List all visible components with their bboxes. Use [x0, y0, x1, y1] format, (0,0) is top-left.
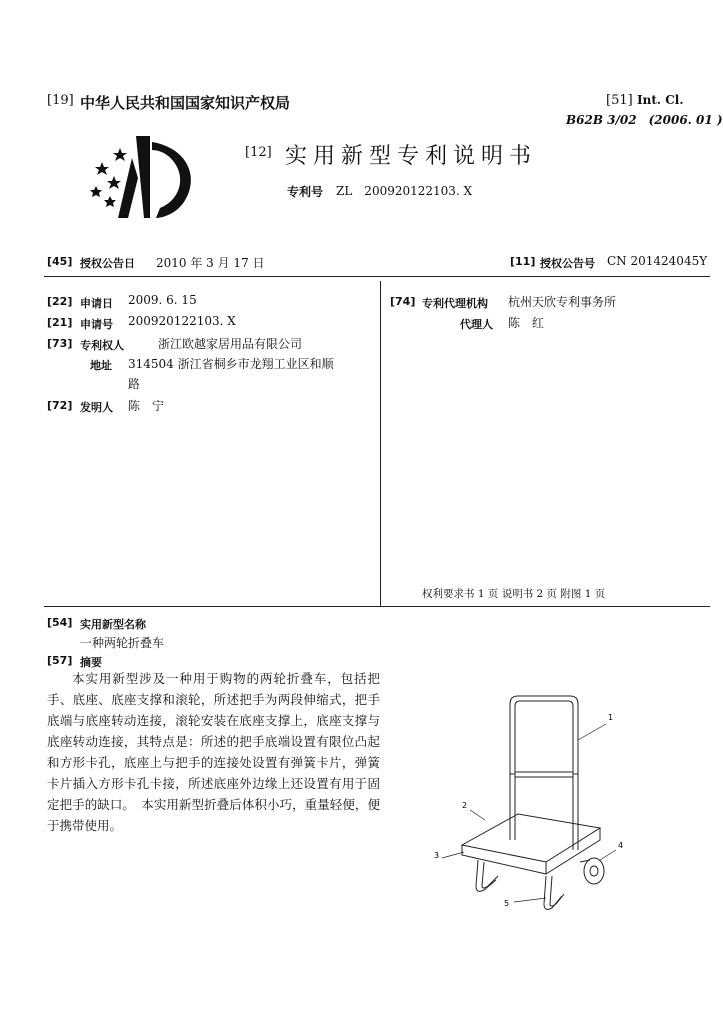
code-45: [45] — [47, 255, 73, 268]
agent: 陈 红 — [508, 316, 545, 330]
patentee: 浙江欧越家居用品有限公司 — [158, 337, 303, 351]
address-line2: 路 — [128, 377, 141, 391]
code-21: [21] — [47, 316, 73, 329]
code-73: [73] — [47, 337, 73, 350]
code-74: [74] — [390, 295, 416, 308]
code-54: [54] — [47, 616, 73, 629]
agent-label: 代理人 — [460, 318, 493, 331]
code-11: [11] — [510, 255, 536, 268]
code-12: [12] — [245, 145, 272, 160]
utility-model-title: 一种两轮折叠车 — [80, 636, 165, 650]
title-label: 实用新型名称 — [80, 618, 146, 631]
address-label: 地址 — [90, 359, 112, 372]
grant-no-label: 授权公告号 — [540, 257, 595, 270]
patentee-label: 专利权人 — [80, 339, 124, 352]
app-date: 2009. 6. 15 — [128, 293, 197, 307]
grant-date-label: 授权公告日 — [80, 257, 135, 270]
agency-label: 专利代理机构 — [422, 297, 488, 310]
rule-top — [44, 276, 710, 277]
rule-bottom — [44, 606, 710, 607]
callout-3: 3 — [434, 851, 440, 860]
inventor: 陈 宁 — [128, 399, 165, 413]
trolley-drawing — [430, 690, 660, 915]
patent-office-name: 中华人民共和国国家知识产权局 — [80, 94, 291, 112]
intcl-value: B62B 3/02 (2006. 01 ) — [566, 113, 723, 127]
patent-no: ZL 200920122103. X — [336, 184, 473, 198]
patent-no-label: 专利号 — [287, 185, 324, 199]
code-57: [57] — [47, 654, 73, 667]
app-no: 200920122103. X — [128, 314, 236, 328]
callout-4: 4 — [618, 841, 624, 850]
document-type-title: 实用新型专利说明书 — [285, 144, 538, 169]
abstract-text: 本实用新型涉及一种用于购物的两轮折叠车，包括把手、底座、底座支撑和滚轮，所述把手为两段伸缩式，把手底端与底座转动连接，滚轮安装在底座支撑上，底座支撑与底座转动连接，其特点是：所述的把手底端设置有限位凸起和方形卡孔，底座上与把手的连接处设置有弹簧卡片，弹簧卡片插入方形卡孔卡接，所述底座外边缘上还设置有用于固定把手的缺口。 本实用新型折叠后体积小巧，重量轻便，便于携带使用。 — [47, 671, 380, 833]
cnipa-logo — [88, 128, 208, 220]
intcl-label: Int. Cl. — [637, 93, 684, 107]
app-no-label: 申请号 — [80, 318, 113, 331]
callout-2: 2 — [462, 801, 468, 810]
code-51: [51] — [606, 93, 633, 108]
grant-date: 2010 年 3 月 17 日 — [156, 256, 265, 270]
address-line1: 314504 浙江省桐乡市龙翔工业区和顺 — [128, 357, 334, 371]
agency: 杭州天欣专利事务所 — [508, 295, 617, 309]
app-date-label: 申请日 — [80, 297, 113, 310]
inventor-label: 发明人 — [80, 401, 113, 414]
code-72: [72] — [47, 399, 73, 412]
rule-column — [380, 281, 381, 606]
grant-no: CN 201424045Y — [607, 254, 708, 268]
callout-5: 5 — [504, 899, 510, 908]
code-22: [22] — [47, 295, 73, 308]
callout-1: 1 — [608, 713, 614, 722]
code-19: [19] — [47, 93, 74, 108]
abstract-label: 摘要 — [80, 656, 102, 669]
pages-note: 权利要求书 1 页 说明书 2 页 附图 1 页 — [422, 588, 606, 600]
